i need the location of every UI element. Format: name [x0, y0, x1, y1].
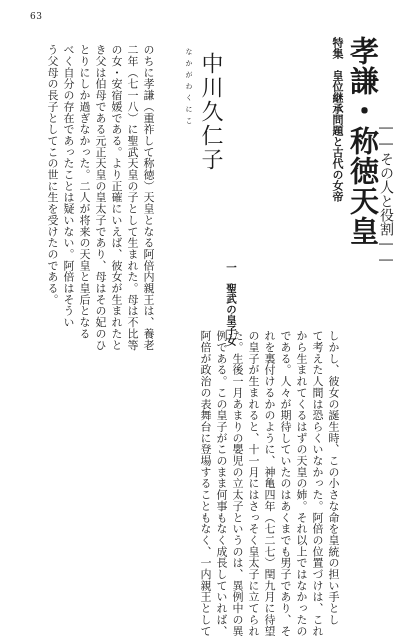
body-line: とりにしか過ぎなかった。二人が将来の天皇と皇后となる — [78, 44, 91, 340]
page-title: 孝謙・称徳天皇 — [346, 36, 380, 246]
body-line: き父は伯母である元正天皇の皇太子であり、母はその妃のひ — [94, 44, 107, 351]
body-line: う父母の長子としてこの世に生を受けたのである。 — [46, 44, 59, 306]
body-line: の皇子が生まれると、十一月にはさっそく皇太子に立てられ — [247, 330, 260, 636]
subtitle-text: その人と役割 — [378, 152, 394, 236]
body-line: のちに孝謙（重祚して称徳）天皇となる阿倍内親王は、養老 — [142, 44, 155, 351]
body-line: 阿倍が政治の表舞台に登場することもなく、一内親王として — [199, 330, 212, 636]
body-line: しかし、彼女の誕生時、この小さな命を皇統の担い手とし — [327, 330, 340, 626]
section-heading: 一 聖武の皇子女 — [225, 262, 237, 346]
dash-decoration: ―― — [378, 236, 394, 268]
author-ruby: なかがわくにこ — [185, 48, 193, 129]
body-line: である。人々が期待していたのはあくまでも男子であり、そ — [279, 330, 292, 636]
body-line: て考えた人間は恐らくいなかった。阿倍の位置づけは、これ — [311, 330, 324, 636]
body-line: 例である。この皇子がこのまま何事もなく成長していれば、 — [215, 330, 228, 636]
body-line: れを裏付けるかのように、神亀四年（七二七）閏九月に待望 — [263, 330, 276, 636]
body-line: 二年（七一八）に聖武天皇の子として生まれた。母は不比等 — [126, 44, 139, 351]
subtitle — [379, 120, 393, 268]
author-name: 中川久仁子 — [198, 52, 223, 172]
body-line: た。生後一月あまりの嬰児の立太子というのは、異例中の異 — [231, 330, 244, 636]
body-line: から生まれてくるはずの天皇の姉。それ以上ではなかったの — [295, 330, 308, 636]
body-line: べく自分の存在であったことは疑いない。阿倍はそうい — [62, 44, 75, 328]
feature-label: 特集 皇位継承問題と古代の女帝 — [331, 37, 344, 202]
body-line: の女・安宿媛である。より正確にいえば、彼女が生まれたと — [110, 44, 123, 351]
dash-decoration: ―― — [378, 120, 394, 152]
page-number: 63 — [30, 12, 43, 22]
